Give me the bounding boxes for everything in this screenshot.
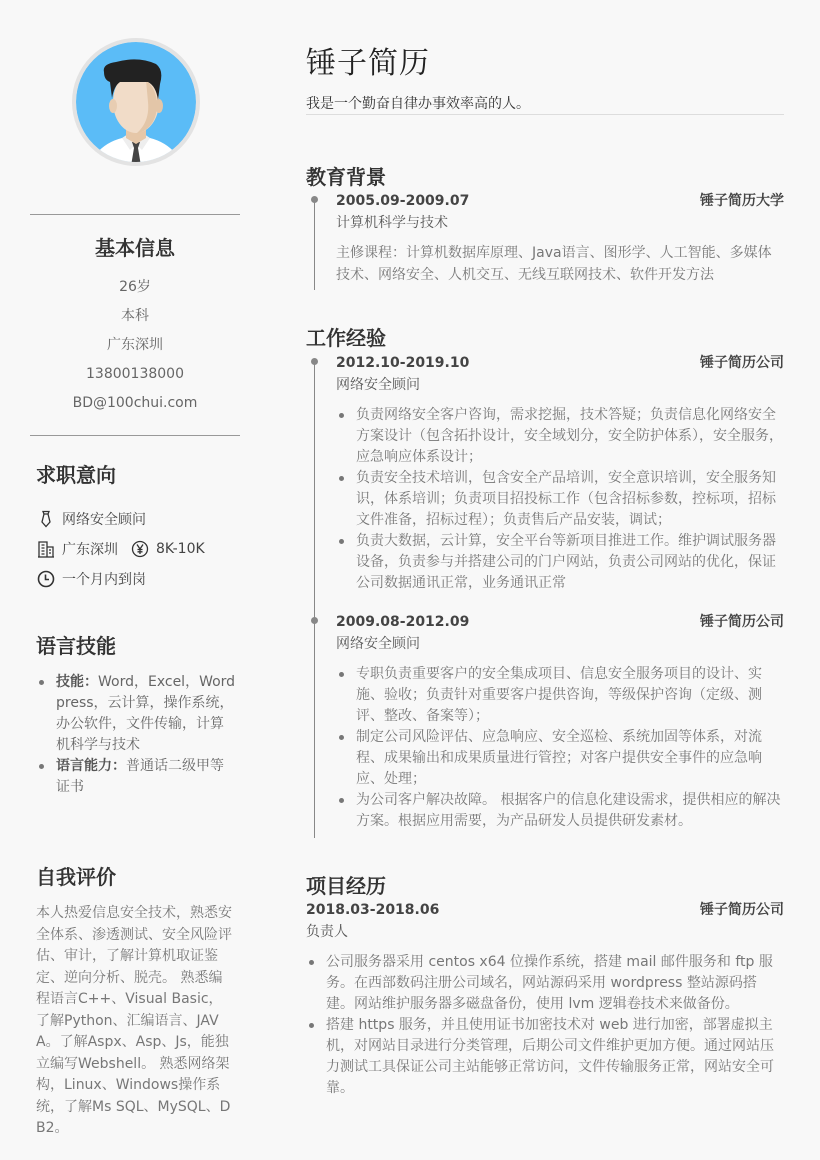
intent-position: 网络安全顾问 xyxy=(36,504,256,534)
basic-info-title: 基本信息 xyxy=(95,236,175,260)
period: 2012.10-2019.10 xyxy=(336,355,470,371)
divider xyxy=(30,214,240,215)
resume-name: 锤子简历 xyxy=(306,46,430,81)
location: 广东深圳 xyxy=(107,337,163,353)
org: 锤子简历公司 xyxy=(700,902,784,918)
self-eval-title: 自我评价 xyxy=(36,865,116,889)
timeline-dot xyxy=(311,617,318,624)
timeline-line xyxy=(314,360,315,838)
education-title: 教育背景 xyxy=(306,165,386,189)
email: BD@100chui.com xyxy=(72,395,198,411)
job-intent xyxy=(36,504,256,594)
role: 负责人 xyxy=(306,924,348,940)
bullet: 负责网络安全客户咨询，需求挖掘，技术答疑；负责信息化网络安全方案设计（包含拓扑设计，安全域划分，安全防护体系），安全服务，应急响应体系设计； xyxy=(336,405,784,468)
job-intent-title: 求职意向 xyxy=(36,463,116,487)
intent-city-salary: 广东深圳 8K-10K xyxy=(36,534,256,564)
bullet: 专职负责重要客户的安全集成项目、信息安全服务项目的设计、实施、验收；负责针对重要客户提供咨询，等级保护咨询（定级、测评、整改、备案等）； xyxy=(336,664,784,727)
projects-title: 项目经历 xyxy=(306,874,386,898)
bullet: 制定公司风险评估、应急响应、安全巡检、系统加固等体系，对流程、成果输出和成果质量进行管控；对客户提供安全事件的应急响应、处理； xyxy=(336,727,784,790)
org: 锤子简历公司 xyxy=(700,614,784,630)
bullet: 负责大数据，云计算，安全平台等新项目推进工作。维护调试服务器设备，负责参与并搭建公司的门户网站，负责公司网站的优化，保证公司数据通讯正常，业务通讯正常 xyxy=(336,531,784,594)
avatar-illustration-icon xyxy=(76,42,196,162)
org: 锤子简历大学 xyxy=(700,193,784,209)
avatar xyxy=(72,38,200,166)
skills-list xyxy=(36,672,236,798)
skill-item: 语言能力：普通话二级甲等证书 xyxy=(36,756,236,798)
motto: 我是一个勤奋自律办事效率高的人。 xyxy=(306,96,530,112)
basic-info-list xyxy=(30,276,240,421)
bullet: 公司服务器采用 centos x64 位操作系统，搭建 mail 邮件服务和 ftp 服务。在西部数码注册公司域名，网站源码采用 wordpress 整站源码搭建。网站维护服务器多磁盘备份，使用 lvm 逻辑卷技术来做备份。 xyxy=(306,952,784,1015)
skills-title: 语言技能 xyxy=(36,634,116,658)
sidebar xyxy=(0,0,270,1160)
education-level: 本科 xyxy=(121,308,149,324)
yen-icon xyxy=(130,539,150,559)
clock-icon xyxy=(36,569,56,589)
period: 2018.03-2018.06 xyxy=(306,902,440,918)
major: 计算机科学与技术 xyxy=(336,215,448,231)
project-entry xyxy=(306,900,784,1099)
timeline-line xyxy=(314,198,315,290)
building-icon xyxy=(36,539,56,559)
role: 网络安全顾问 xyxy=(336,377,420,393)
org: 锤子简历公司 xyxy=(700,355,784,371)
bullet: 搭建 https 服务，并且使用证书加密技术对 web 进行加密，部署虚拟主机，对网站目录进行分类管理，后期公司文件维护更加方便。通过网站压力测试工具保证公司主站能够正常访问，文件传输服务正常，网站安全可靠。 xyxy=(306,1015,784,1099)
bullet: 为公司客户解决故障。 根据客户的信息化建设需求，提供相应的解决方案。根据应用需要，为产品研发人员提供研发素材。 xyxy=(336,790,784,832)
education-entry xyxy=(336,191,784,286)
intent-availability: 一个月内到岗 xyxy=(36,564,256,594)
bullet: 负责安全技术培训，包含安全产品培训，安全意识培训，安全服务知识，体系培训；负责项目招投标工作（包含招标参数，控标项，招标文件准备，招标过程）；负责售后产品安装，调试； xyxy=(336,468,784,531)
work-entry xyxy=(336,612,784,832)
work-entry xyxy=(336,353,784,594)
role: 网络安全顾问 xyxy=(336,636,420,652)
period: 2005.09-2009.07 xyxy=(336,193,470,209)
phone: 13800138000 xyxy=(86,366,184,382)
timeline-dot xyxy=(311,196,318,203)
skill-item: 技能：Word，Excel，Wordpress，云计算，操作系统，办公软件，文件传输，计算机科学与技术 xyxy=(36,672,236,756)
timeline-dot xyxy=(311,358,318,365)
divider xyxy=(30,435,240,436)
courses: 主修课程：计算机数据库原理、Java语言、图形学、人工智能、多媒体技术、网络安全、人机交互、无线互联网技术、软件开发方法 xyxy=(336,245,772,283)
period: 2009.08-2012.09 xyxy=(336,614,470,630)
work-title: 工作经验 xyxy=(306,326,386,350)
tie-icon xyxy=(36,509,56,529)
self-eval-text: 本人热爱信息安全技术，熟悉安全体系、渗透测试、安全风险评估、审计，了解计算机取证鉴定、逆向分析、脱壳。 熟悉编程语言C++、Visual Basic，了解Python、汇编语言、JAVA。了解Aspx、Asp、Js，能独立编写Webshell。 熟悉网络架构，Linux、Windows操作系统，了解Ms SQL、MySQL、DB2。 xyxy=(36,905,232,1136)
age: 26岁 xyxy=(119,279,151,295)
divider xyxy=(306,114,784,115)
